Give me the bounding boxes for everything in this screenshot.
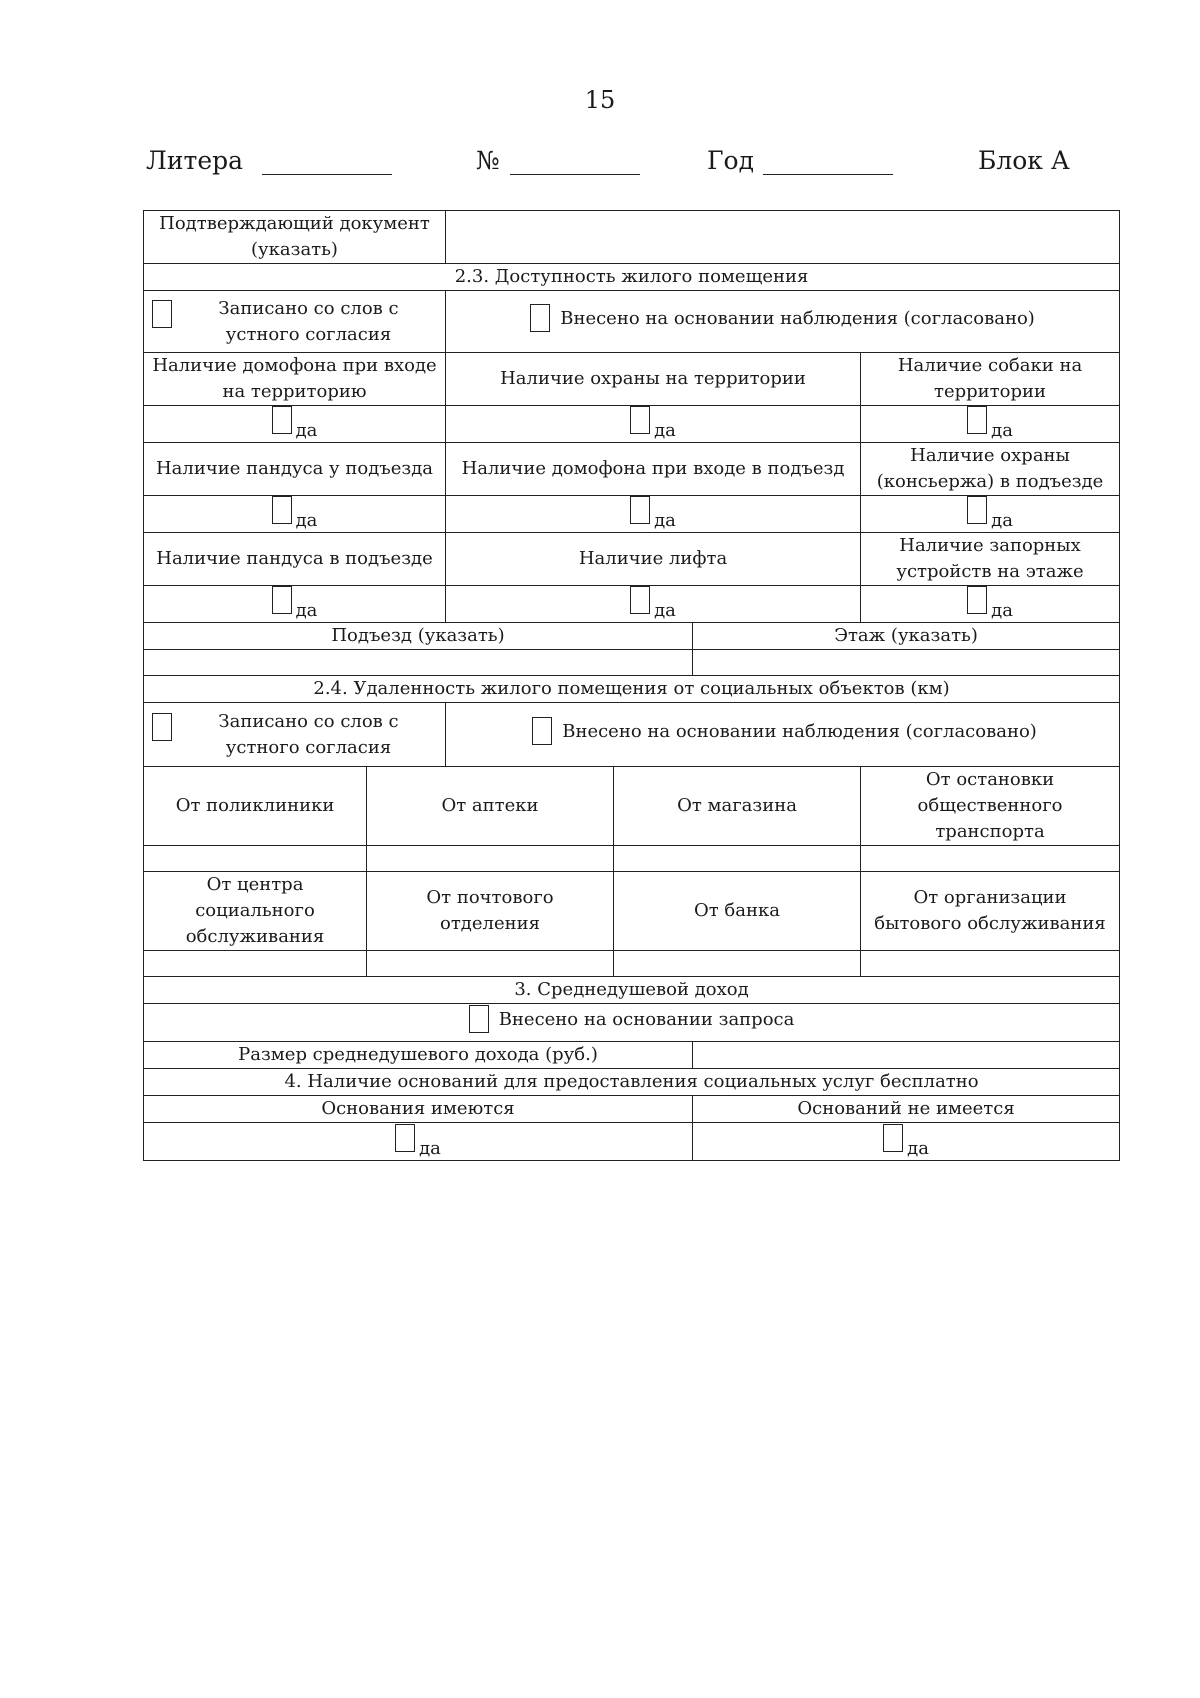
oral-consent-label: Записано со слов с устного согласия xyxy=(218,297,399,345)
yes-label: да xyxy=(419,1137,441,1159)
year-label: Год xyxy=(707,146,754,175)
checkbox[interactable] xyxy=(967,586,987,614)
form-header xyxy=(0,146,1200,180)
income-label: Размер среднедушевого дохода (руб.) xyxy=(144,1042,693,1069)
checkbox[interactable] xyxy=(630,586,650,614)
distance-label: От аптеки xyxy=(367,767,614,846)
block-label: Блок А xyxy=(978,146,1070,175)
feature-label: Наличие охраны (консьержа) в подъезде xyxy=(861,443,1120,496)
yes-option[interactable] xyxy=(144,406,446,443)
section-4-title: 4. Наличие оснований для предоставления социальных услуг бесплатно xyxy=(144,1069,1120,1096)
checkbox[interactable] xyxy=(630,406,650,434)
feature-label: Наличие собаки на территории xyxy=(861,353,1120,406)
yes-label: да xyxy=(991,600,1013,621)
observed-option[interactable] xyxy=(446,291,1120,353)
yes-option[interactable] xyxy=(861,406,1120,443)
yes-option[interactable] xyxy=(861,496,1120,533)
number-field[interactable] xyxy=(510,174,640,175)
distance-label: От организации бытового обслуживания xyxy=(861,872,1120,951)
checkbox[interactable] xyxy=(152,713,172,741)
distance-label: От банка xyxy=(614,872,861,951)
floor-label: Этаж (указать) xyxy=(693,623,1120,650)
checkbox[interactable] xyxy=(967,496,987,524)
checkbox[interactable] xyxy=(272,586,292,614)
yes-option[interactable] xyxy=(446,406,861,443)
request-option[interactable] xyxy=(144,1004,1120,1042)
doc-value[interactable] xyxy=(446,211,1120,264)
feature-label: Наличие пандуса у подъезда xyxy=(144,443,446,496)
section-2-4-title: 2.4. Удаленность жилого помещения от социальных объектов (км) xyxy=(144,676,1120,703)
page-number: 15 xyxy=(584,86,616,114)
checkbox[interactable] xyxy=(272,406,292,434)
checkbox[interactable] xyxy=(630,496,650,524)
floor-value[interactable] xyxy=(693,650,1120,676)
distance-value[interactable] xyxy=(614,951,861,977)
oral-consent-label: Записано со слов с устного согласия xyxy=(218,710,399,758)
request-label: Внесено на основании запроса xyxy=(498,1008,795,1030)
checkbox[interactable] xyxy=(532,717,552,745)
doc-row xyxy=(144,211,1120,264)
number-label: № xyxy=(476,146,500,175)
distance-label: От магазина xyxy=(614,767,861,846)
yes-option[interactable] xyxy=(144,496,446,533)
observed-label: Внесено на основании наблюдения (согласовано) xyxy=(560,307,1035,329)
has-grounds-yes-option[interactable] xyxy=(144,1123,693,1161)
section-2-3-title: 2.3. Доступность жилого помещения xyxy=(144,264,1120,291)
doc-label: Подтверждающий документ (указать) xyxy=(144,211,446,264)
yes-option[interactable] xyxy=(446,496,861,533)
oral-consent-option[interactable] xyxy=(144,703,446,767)
yes-label: да xyxy=(295,600,318,621)
yes-option[interactable] xyxy=(446,586,861,623)
has-grounds-label: Основания имеются xyxy=(144,1096,693,1123)
feature-label: Наличие лифта xyxy=(446,533,861,586)
entrance-value[interactable] xyxy=(144,650,693,676)
distance-label: От поликлиники xyxy=(144,767,367,846)
feature-label: Наличие пандуса в подъезде xyxy=(144,533,446,586)
distance-value[interactable] xyxy=(367,846,614,872)
year-field[interactable] xyxy=(763,174,893,175)
survey-form-table xyxy=(143,210,1120,1161)
distance-value[interactable] xyxy=(861,846,1120,872)
oral-consent-option[interactable] xyxy=(144,291,446,353)
checkbox[interactable] xyxy=(530,304,550,332)
feature-label: Наличие домофона при входе в подъезд xyxy=(446,443,861,496)
section-2-3-source-row xyxy=(144,291,1120,353)
yes-label: да xyxy=(907,1137,929,1159)
distance-value[interactable] xyxy=(144,951,367,977)
observed-label: Внесено на основании наблюдения (согласовано) xyxy=(562,720,1037,742)
litera-label: Литера xyxy=(146,146,244,175)
income-value[interactable] xyxy=(693,1042,1120,1069)
no-grounds-label: Оснований не имеется xyxy=(693,1096,1120,1123)
distance-value[interactable] xyxy=(861,951,1120,977)
distance-value[interactable] xyxy=(614,846,861,872)
checkbox[interactable] xyxy=(967,406,987,434)
checkbox[interactable] xyxy=(152,300,172,328)
yes-label: да xyxy=(654,510,676,531)
observed-option[interactable] xyxy=(446,703,1120,767)
distance-value[interactable] xyxy=(144,846,367,872)
yes-option[interactable] xyxy=(861,586,1120,623)
checkbox[interactable] xyxy=(469,1005,489,1033)
section-3-title: 3. Среднедушевой доход xyxy=(144,977,1120,1004)
no-grounds-yes-option[interactable] xyxy=(693,1123,1120,1161)
distance-label: От почтового отделения xyxy=(367,872,614,951)
yes-label: да xyxy=(654,420,676,441)
feature-label: Наличие охраны на территории xyxy=(446,353,861,406)
yes-label: да xyxy=(991,420,1013,441)
distance-value[interactable] xyxy=(367,951,614,977)
distance-label: От центра социального обслуживания xyxy=(144,872,367,951)
yes-option[interactable] xyxy=(144,586,446,623)
feature-label: Наличие домофона при входе на территорию xyxy=(144,353,446,406)
yes-label: да xyxy=(654,600,676,621)
feature-label: Наличие запорных устройств на этаже xyxy=(861,533,1120,586)
litera-field[interactable] xyxy=(262,174,392,175)
section-2-4-source-row xyxy=(144,703,1120,767)
yes-label: да xyxy=(295,420,318,441)
yes-label: да xyxy=(295,510,318,531)
checkbox[interactable] xyxy=(272,496,292,524)
entrance-label: Подъезд (указать) xyxy=(144,623,693,650)
checkbox[interactable] xyxy=(395,1124,415,1152)
yes-label: да xyxy=(991,510,1013,531)
distance-label: От остановки общественного транспорта xyxy=(861,767,1120,846)
checkbox[interactable] xyxy=(883,1124,903,1152)
